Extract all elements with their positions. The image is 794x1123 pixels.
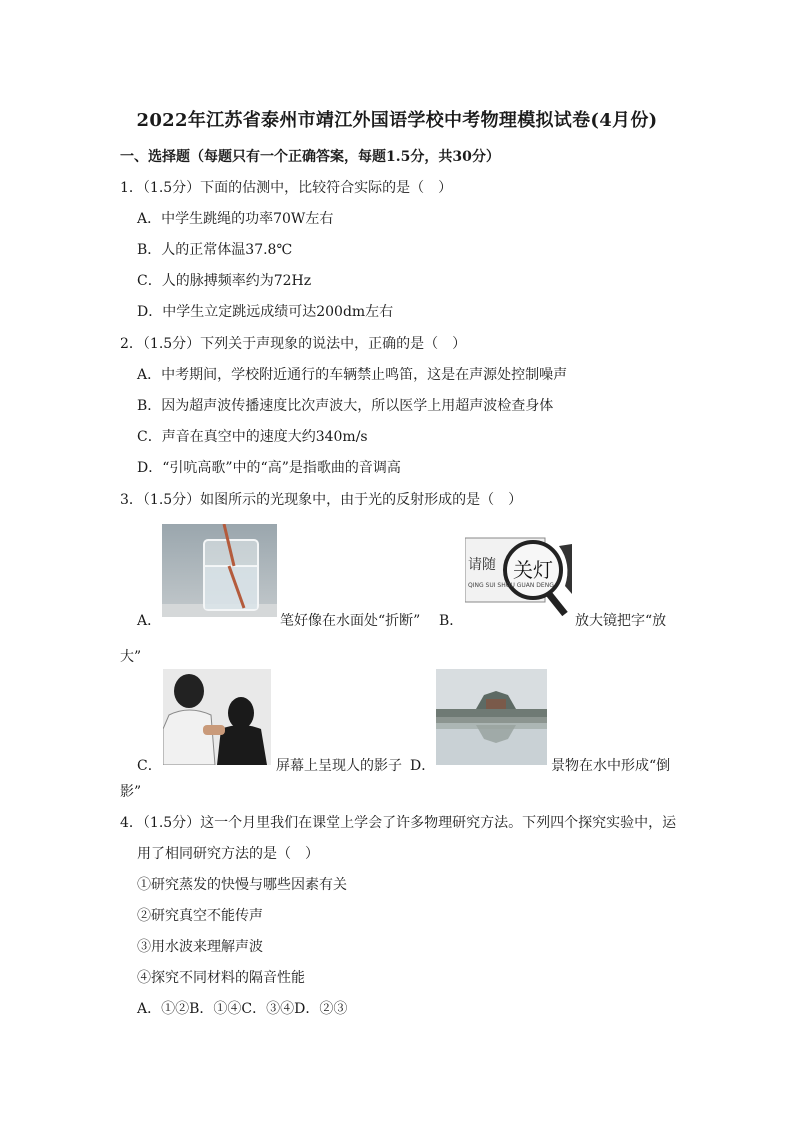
q2-stem: 2．（1.5分）下列关于声现象的说法中，正确的是（ ） [120,336,467,352]
q3-option-c-text: 屏幕上呈现人的影子 [276,758,402,774]
q3-stem: 3．（1.5分）如图所示的光现象中，由于光的反射形成的是（ ） [120,492,523,508]
q4-stem-line1: 4．（1.5分）这一个月里我们在课堂上学会了许多物理研究方法。下列四个探究实验中，运 [120,815,677,831]
q1-option-c: C．人的脉搏频率约为72Hz [137,273,312,289]
q1-option-d: D．中学生立定跳远成绩可达200dm左右 [137,304,394,320]
q4-options: A．①②B．①④C．③④D．②③ [137,1001,348,1017]
sign-magnified-text: 关灯 [513,558,553,582]
q1-stem: 1．（1.5分）下面的估测中，比较符合实际的是（ ） [120,180,453,196]
q2-option-c: C．声音在真空中的速度大约340m/s [137,429,368,445]
q4-item-3: ③用水波来理解声波 [137,939,263,955]
q3-option-b-text: 放大镜把字“放 [575,613,667,629]
q2-option-b: B．因为超声波传播速度比次声波大，所以医学上用超声波检查身体 [137,398,554,414]
sign-text: 请随 [468,557,496,573]
q3-option-d-letter: D． [410,758,436,774]
q3-option-d-wrap: 影” [120,784,142,800]
q4-item-1: ①研究蒸发的快慢与哪些因素有关 [137,877,347,893]
q1-option-a: A．中学生跳绳的功率70W左右 [137,211,334,227]
q4-item-2: ②研究真空不能传声 [137,908,263,924]
q4-item-4: ④探究不同材料的隔音性能 [137,970,305,986]
magnifier-sign-image [465,524,572,617]
q4-stem-line2: 用了相同研究方法的是（ ） [137,846,319,862]
q1-option-b: B．人的正常体温37.8℃ [137,242,293,258]
q3-option-b-wrap: 大” [120,649,142,665]
q3-option-c-letter: C． [137,758,162,774]
q3-option-a-letter: A． [137,613,162,629]
q2-option-a: A．中考期间，学校附近通行的车辆禁止鸣笛，这是在声源处控制噪声 [137,367,568,383]
reflection-image [436,669,547,765]
q3-option-d-text: 景物在水中形成“倒 [551,758,671,774]
q3-option-b-letter: B． [439,613,464,629]
q3-option-a-text: 笔好像在水面处“折断” [280,613,421,629]
page-title: 2022年江苏省泰州市靖江外国语学校中考物理模拟试卷(4月份) [136,110,658,131]
pencil-in-water-image [162,524,277,617]
q2-option-d: D．“引吭高歌”中的“高”是指歌曲的音调高 [137,460,401,476]
sign-pinyin: QING SUI SHOU GUAN DENG [468,582,554,589]
shadow-image [163,669,271,765]
section-heading: 一、选择题（每题只有一个正确答案，每题1.5分，共30分） [120,149,500,165]
